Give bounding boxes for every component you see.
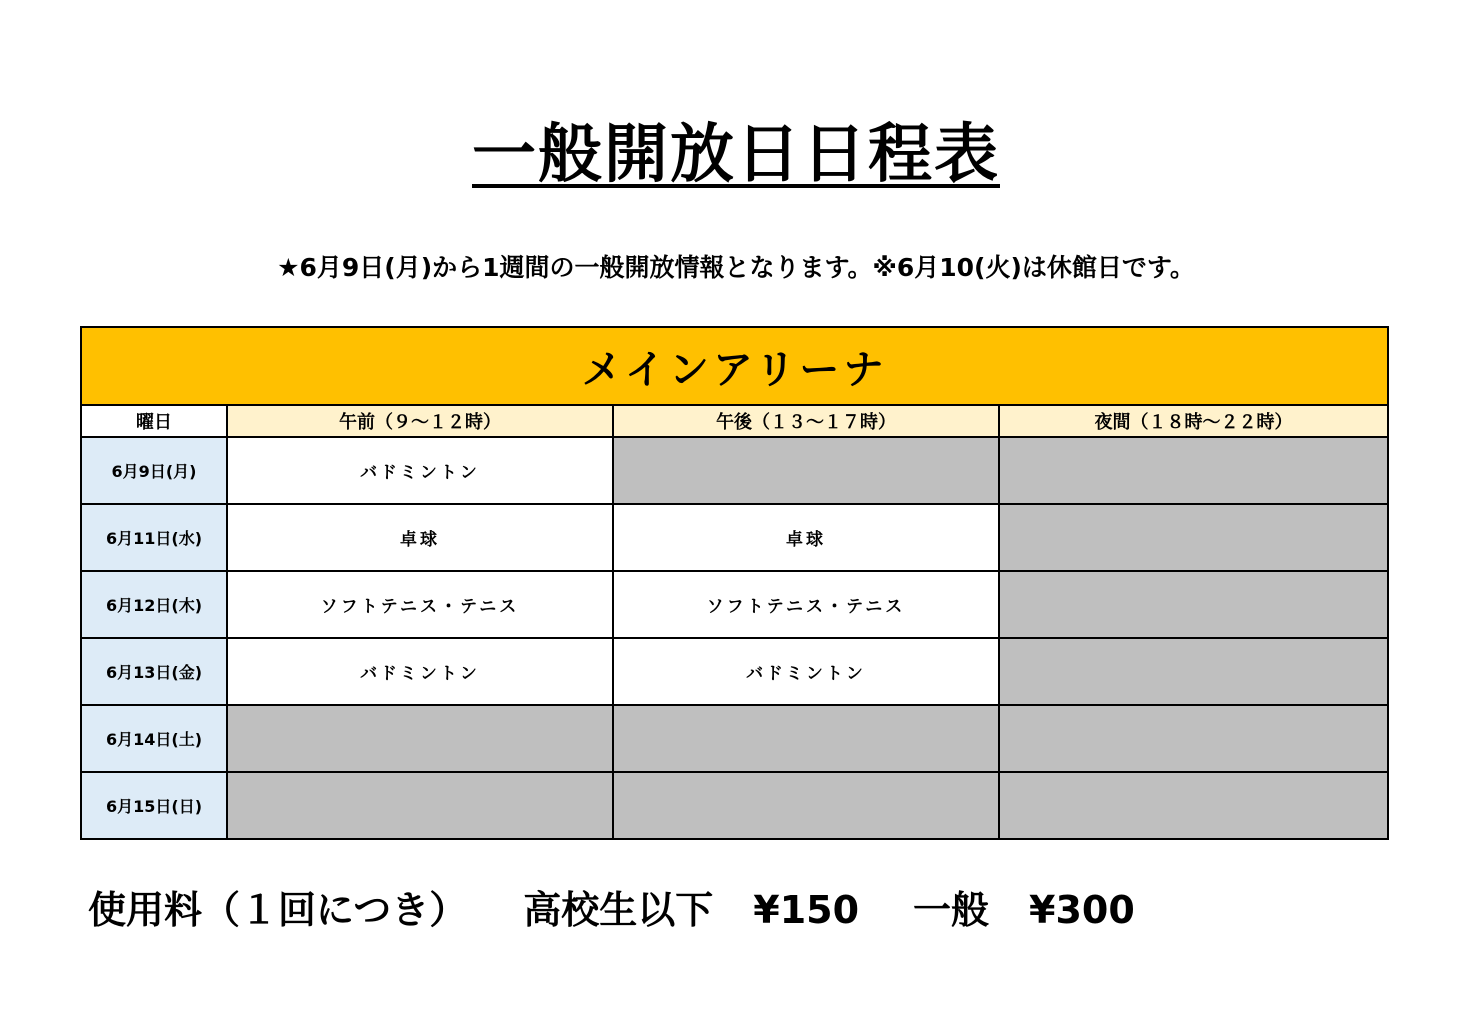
header-afternoon: 午後（１３～１７時） (613, 405, 999, 437)
night-cell (999, 504, 1388, 571)
usage-fee (88, 880, 1135, 940)
night-cell (999, 772, 1388, 839)
header-night: 夜間（１８時～２２時） (999, 405, 1388, 437)
table-row (81, 571, 1388, 638)
afternoon-cell: バドミントン (613, 638, 999, 705)
notice-text: ★6月9日(月)から1週間の一般開放情報となります。※6月10(火)は休館日です。 (277, 253, 1195, 282)
morning-cell (227, 705, 613, 772)
page-title (0, 112, 1472, 198)
schedule-table (80, 326, 1389, 840)
night-cell (999, 571, 1388, 638)
page-title-text: 一般開放日日程表 (472, 118, 1000, 192)
day-cell: 6月13日(金) (81, 638, 227, 705)
general-label: 一般 (913, 888, 990, 932)
morning-cell: バドミントン (227, 437, 613, 504)
afternoon-cell: 卓球 (613, 504, 999, 571)
table-row (81, 705, 1388, 772)
afternoon-cell (613, 705, 999, 772)
header-morning: 午前（９～１２時） (227, 405, 613, 437)
morning-cell: バドミントン (227, 638, 613, 705)
afternoon-cell (613, 772, 999, 839)
day-cell: 6月9日(月) (81, 437, 227, 504)
fee-label: 使用料（１回につき） (88, 888, 468, 932)
day-cell: 6月11日(水) (81, 504, 227, 571)
day-cell: 6月12日(木) (81, 571, 227, 638)
header-row (81, 405, 1388, 437)
night-cell (999, 705, 1388, 772)
student-label: 高校生以下 (523, 888, 714, 932)
table-row (81, 437, 1388, 504)
day-cell: 6月14日(土) (81, 705, 227, 772)
day-cell: 6月15日(日) (81, 772, 227, 839)
arena-title: メインアリーナ (81, 327, 1388, 405)
morning-cell: 卓球 (227, 504, 613, 571)
table-row (81, 504, 1388, 571)
night-cell (999, 437, 1388, 504)
afternoon-cell: ソフトテニス・テニス (613, 571, 999, 638)
header-day: 曜日 (81, 405, 227, 437)
table-row (81, 772, 1388, 839)
table-row (81, 638, 1388, 705)
student-price: ¥150 (753, 888, 860, 932)
night-cell (999, 638, 1388, 705)
morning-cell (227, 772, 613, 839)
afternoon-cell (613, 437, 999, 504)
morning-cell: ソフトテニス・テニス (227, 571, 613, 638)
general-price: ¥300 (1029, 888, 1135, 932)
